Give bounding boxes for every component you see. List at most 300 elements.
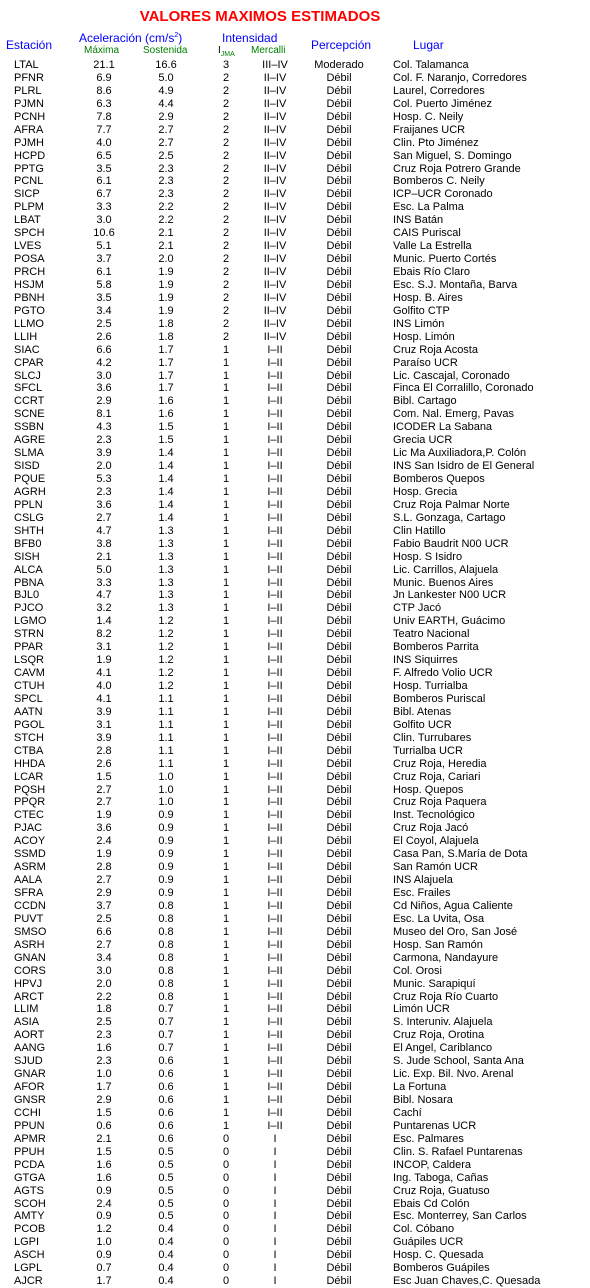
cell-sostenida: 0.8 bbox=[158, 977, 174, 990]
cell-ijma: 1 bbox=[222, 692, 230, 705]
table-row bbox=[0, 1275, 590, 1288]
cell-estacion: PPUH bbox=[14, 1145, 45, 1158]
cell-mercalli: I–II bbox=[267, 1119, 283, 1132]
table-row bbox=[0, 939, 590, 952]
cell-sostenida: 1.9 bbox=[158, 278, 174, 291]
cell-sostenida: 0.9 bbox=[158, 835, 174, 848]
table-row bbox=[0, 1107, 590, 1120]
cell-estacion: PCDA bbox=[14, 1158, 45, 1171]
subheader-ijma bbox=[218, 45, 235, 58]
cell-estacion: PJMH bbox=[14, 136, 44, 149]
cell-maxima: 1.2 bbox=[96, 1223, 112, 1236]
cell-mercalli: I–II bbox=[267, 925, 283, 938]
cell-sostenida: 0.7 bbox=[158, 1003, 174, 1016]
cell-lugar: Fabio Baudrit N00 UCR bbox=[393, 537, 509, 550]
cell-mercalli: II–IV bbox=[263, 97, 287, 110]
table-row bbox=[0, 163, 590, 176]
cell-mercalli: II–IV bbox=[263, 149, 287, 162]
cell-percepcion: Débil bbox=[326, 615, 352, 628]
cell-mercalli: I–II bbox=[267, 628, 283, 641]
cell-maxima: 2.2 bbox=[96, 990, 112, 1003]
cell-ijma: 1 bbox=[222, 770, 230, 783]
cell-lugar: INS San Isidro de El General bbox=[393, 460, 535, 473]
table-row bbox=[0, 395, 590, 408]
cell-ijma: 1 bbox=[222, 421, 230, 434]
cell-maxima: 6.6 bbox=[96, 925, 112, 938]
cell-lugar: Col. Puerto Jiménez bbox=[393, 97, 493, 110]
cell-sostenida: 2.3 bbox=[158, 188, 174, 201]
cell-sostenida: 0.6 bbox=[158, 1055, 174, 1068]
cell-mercalli: I–II bbox=[267, 524, 283, 537]
cell-lugar: Museo del Oro, San José bbox=[393, 925, 518, 938]
cell-percepcion: Débil bbox=[326, 460, 352, 473]
cell-percepcion: Débil bbox=[326, 822, 352, 835]
subheader-mercalli: Mercalli bbox=[251, 45, 286, 56]
cell-ijma: 0 bbox=[222, 1236, 230, 1249]
cell-maxima: 1.5 bbox=[96, 770, 112, 783]
cell-percepcion: Débil bbox=[326, 550, 352, 563]
cell-maxima: 0.6 bbox=[96, 1119, 112, 1132]
cell-ijma: 1 bbox=[222, 460, 230, 473]
cell-lugar: Bomberos Quepos bbox=[393, 473, 485, 485]
cell-lugar: INS Alajuela bbox=[393, 874, 453, 887]
cell-mercalli: II–IV bbox=[263, 240, 287, 253]
cell-estacion: BJL0 bbox=[14, 589, 40, 602]
cell-percepcion: Débil bbox=[326, 589, 352, 602]
cell-lugar: Lic. Carrillos, Alajuela bbox=[393, 563, 499, 576]
table-row bbox=[0, 59, 590, 72]
table-row bbox=[0, 628, 590, 641]
cell-percepcion: Débil bbox=[326, 369, 352, 382]
cell-percepcion: Débil bbox=[326, 848, 352, 861]
cell-lugar: INS Limón bbox=[393, 317, 445, 330]
cell-maxima: 3.9 bbox=[96, 705, 112, 718]
cell-estacion: CCRT bbox=[14, 395, 45, 408]
cell-percepcion: Débil bbox=[326, 1119, 352, 1132]
table-row bbox=[0, 486, 590, 499]
cell-ijma: 1 bbox=[222, 511, 230, 524]
header-estacion: Estación bbox=[6, 38, 53, 52]
cell-mercalli: I–II bbox=[267, 990, 283, 1003]
table-row bbox=[0, 1249, 590, 1262]
cell-mercalli: II–IV bbox=[263, 227, 287, 240]
cell-sostenida: 0.9 bbox=[158, 887, 174, 899]
cell-maxima: 4.0 bbox=[96, 680, 112, 692]
cell-lugar: CAIS Puriscal bbox=[393, 227, 461, 240]
cell-sostenida: 1.9 bbox=[158, 266, 174, 278]
cell-estacion: SJUD bbox=[14, 1055, 43, 1068]
cell-ijma: 0 bbox=[222, 1132, 230, 1145]
cell-sostenida: 16.6 bbox=[155, 59, 177, 71]
cell-estacion: PJMN bbox=[14, 97, 44, 110]
cell-lugar: Hosp. Quepos bbox=[393, 783, 464, 796]
cell-percepcion: Débil bbox=[326, 783, 352, 796]
cell-mercalli: I–II bbox=[267, 382, 283, 395]
cell-sostenida: 1.2 bbox=[158, 615, 174, 628]
table-row bbox=[0, 641, 590, 654]
cell-estacion: LVES bbox=[14, 240, 42, 253]
table-row bbox=[0, 874, 590, 887]
cell-percepcion: Débil bbox=[326, 1249, 352, 1262]
cell-estacion: ASRH bbox=[14, 938, 45, 951]
cell-mercalli: II–IV bbox=[263, 317, 287, 330]
cell-sostenida: 1.3 bbox=[158, 524, 174, 537]
cell-lugar: ICODER La Sabana bbox=[393, 421, 493, 434]
table-row bbox=[0, 305, 590, 318]
cell-estacion: SPCL bbox=[14, 692, 43, 705]
cell-sostenida: 1.4 bbox=[158, 447, 174, 460]
cell-maxima: 2.7 bbox=[96, 938, 112, 951]
cell-estacion: PJAC bbox=[14, 822, 43, 835]
cell-sostenida: 1.7 bbox=[158, 343, 174, 356]
cell-sostenida: 0.5 bbox=[158, 1171, 174, 1184]
cell-percepcion: Débil bbox=[326, 253, 352, 266]
cell-sostenida: 0.8 bbox=[158, 912, 174, 925]
cell-maxima: 1.6 bbox=[96, 1158, 112, 1171]
table-row bbox=[0, 370, 590, 383]
cell-maxima: 5.1 bbox=[96, 240, 112, 253]
cell-lugar: Cruz Roja Paquera bbox=[393, 796, 487, 809]
cell-percepcion: Débil bbox=[326, 266, 352, 278]
cell-estacion: AFRA bbox=[14, 123, 44, 136]
cell-mercalli: II–IV bbox=[263, 123, 287, 136]
cell-sostenida: 2.7 bbox=[158, 123, 174, 136]
cell-mercalli: I bbox=[273, 1275, 277, 1288]
cell-percepcion: Débil bbox=[326, 1158, 352, 1171]
cell-maxima: 2.0 bbox=[96, 460, 112, 473]
cell-estacion: STRN bbox=[14, 628, 44, 641]
cell-mercalli: I bbox=[273, 1171, 277, 1184]
table-row bbox=[0, 952, 590, 965]
cell-lugar: CTP Jacó bbox=[393, 602, 442, 615]
cell-ijma: 1 bbox=[222, 1119, 230, 1132]
cell-sostenida: 1.1 bbox=[158, 744, 174, 757]
cell-mercalli: I–II bbox=[267, 485, 283, 498]
cell-maxima: 2.1 bbox=[96, 1132, 112, 1145]
cell-maxima: 2.7 bbox=[96, 874, 112, 887]
cell-mercalli: I–II bbox=[267, 460, 283, 473]
cell-sostenida: 0.7 bbox=[158, 1016, 174, 1029]
cell-mercalli: I–II bbox=[267, 809, 283, 822]
cell-lugar: Hosp. San Ramón bbox=[393, 938, 483, 951]
cell-sostenida: 0.8 bbox=[158, 925, 174, 938]
table-row bbox=[0, 1172, 590, 1185]
cell-sostenida: 0.5 bbox=[158, 1197, 174, 1210]
cell-sostenida: 1.3 bbox=[158, 589, 174, 602]
cell-estacion: CAVM bbox=[14, 667, 45, 680]
cell-maxima: 3.0 bbox=[96, 369, 112, 382]
cell-lugar: Cruz Roja Jacó bbox=[393, 822, 469, 835]
cell-maxima: 2.7 bbox=[96, 796, 112, 809]
cell-estacion: ASCH bbox=[14, 1249, 45, 1262]
table-row bbox=[0, 382, 590, 395]
cell-mercalli: I–II bbox=[267, 1094, 283, 1106]
cell-maxima: 8.6 bbox=[96, 84, 112, 97]
cell-lugar: Valle La Estrella bbox=[393, 240, 472, 253]
cell-ijma: 1 bbox=[222, 498, 230, 511]
cell-sostenida: 5.0 bbox=[158, 71, 174, 84]
cell-estacion: PCNL bbox=[14, 175, 44, 188]
cell-sostenida: 2.1 bbox=[158, 227, 174, 240]
cell-maxima: 2.4 bbox=[96, 835, 112, 848]
cell-mercalli: I–II bbox=[267, 498, 283, 511]
table-row bbox=[0, 615, 590, 628]
cell-sostenida: 1.1 bbox=[158, 731, 174, 744]
cell-ijma: 1 bbox=[222, 964, 230, 977]
table-row bbox=[0, 279, 590, 292]
table-row bbox=[0, 589, 590, 602]
cell-percepcion: Débil bbox=[326, 71, 352, 84]
cell-maxima: 2.5 bbox=[96, 912, 112, 925]
cell-maxima: 6.1 bbox=[96, 266, 112, 278]
cell-mercalli: II–IV bbox=[263, 266, 287, 278]
cell-mercalli: I–II bbox=[267, 977, 283, 990]
cell-estacion: ALCA bbox=[14, 563, 43, 576]
cell-percepcion: Débil bbox=[326, 1094, 352, 1106]
cell-maxima: 6.9 bbox=[96, 71, 112, 84]
cell-estacion: SSBN bbox=[14, 421, 44, 434]
cell-percepcion: Débil bbox=[326, 874, 352, 887]
cell-percepcion: Débil bbox=[326, 654, 352, 667]
header-aceleracion-close: ) bbox=[178, 31, 183, 45]
cell-estacion: SPCH bbox=[14, 227, 45, 240]
cell-percepcion: Débil bbox=[326, 1275, 352, 1288]
cell-percepcion: Débil bbox=[326, 1055, 352, 1068]
cell-ijma: 1 bbox=[222, 705, 230, 718]
cell-mercalli: I bbox=[273, 1249, 277, 1262]
cell-estacion: SFRA bbox=[14, 887, 44, 899]
cell-ijma: 1 bbox=[222, 473, 230, 485]
data-table bbox=[0, 59, 590, 1288]
cell-sostenida: 1.0 bbox=[158, 796, 174, 809]
cell-percepcion: Débil bbox=[326, 641, 352, 654]
cell-lugar: Cruz Roja, Orotina bbox=[393, 1029, 485, 1042]
cell-estacion: GNAN bbox=[14, 951, 46, 964]
cell-maxima: 1.4 bbox=[96, 615, 112, 628]
cell-estacion: PPTG bbox=[14, 162, 44, 175]
cell-lugar: Col. Orosi bbox=[393, 964, 442, 977]
cell-mercalli: I–II bbox=[267, 1029, 283, 1042]
cell-sostenida: 0.7 bbox=[158, 1042, 174, 1055]
cell-mercalli: I–II bbox=[267, 705, 283, 718]
cell-sostenida: 0.4 bbox=[158, 1223, 174, 1236]
cell-sostenida: 1.4 bbox=[158, 473, 174, 485]
cell-sostenida: 0.6 bbox=[158, 1094, 174, 1106]
cell-lugar: Com. Nal. Emerg, Pavas bbox=[393, 408, 515, 421]
cell-sostenida: 1.4 bbox=[158, 485, 174, 498]
cell-mercalli: I–II bbox=[267, 447, 283, 460]
cell-maxima: 2.6 bbox=[96, 757, 112, 770]
cell-lugar: Esc. La Uvita, Osa bbox=[393, 912, 485, 925]
cell-maxima: 0.9 bbox=[96, 1210, 112, 1223]
cell-lugar: Munic. Buenos Aires bbox=[393, 576, 494, 589]
cell-mercalli: I–II bbox=[267, 408, 283, 421]
cell-percepcion: Débil bbox=[326, 680, 352, 692]
cell-percepcion: Débil bbox=[326, 149, 352, 162]
cell-sostenida: 1.4 bbox=[158, 511, 174, 524]
cell-ijma: 1 bbox=[222, 809, 230, 822]
cell-percepcion: Débil bbox=[326, 667, 352, 680]
cell-estacion: PQSH bbox=[14, 783, 46, 796]
cell-lugar: Inst. Tecnológico bbox=[393, 809, 475, 822]
cell-mercalli: I–II bbox=[267, 1081, 283, 1094]
cell-lugar: Ing. Taboga, Cañas bbox=[393, 1171, 489, 1184]
cell-lugar: Bibl. Nosara bbox=[393, 1094, 453, 1106]
cell-mercalli: I–II bbox=[267, 576, 283, 589]
cell-mercalli: I–II bbox=[267, 1016, 283, 1029]
table-row bbox=[0, 784, 590, 797]
cell-mercalli: I–II bbox=[267, 744, 283, 757]
cell-ijma: 2 bbox=[222, 188, 230, 201]
cell-estacion: PFNR bbox=[14, 71, 44, 84]
cell-lugar: INS Batán bbox=[393, 214, 444, 227]
cell-mercalli: I–II bbox=[267, 848, 283, 861]
cell-percepcion: Débil bbox=[326, 1184, 352, 1197]
cell-percepcion: Débil bbox=[326, 925, 352, 938]
cell-lugar: Clin. Turrubares bbox=[393, 731, 472, 744]
cell-maxima: 2.0 bbox=[96, 977, 112, 990]
cell-estacion: AFOR bbox=[14, 1081, 45, 1094]
cell-percepcion: Débil bbox=[326, 498, 352, 511]
cell-lugar: Hosp. Grecia bbox=[393, 485, 458, 498]
cell-sostenida: 2.9 bbox=[158, 110, 174, 123]
cell-mercalli: I bbox=[273, 1184, 277, 1197]
cell-lugar: La Fortuna bbox=[393, 1081, 447, 1094]
cell-maxima: 3.7 bbox=[96, 899, 112, 912]
cell-sostenida: 1.1 bbox=[158, 718, 174, 731]
cell-maxima: 21.1 bbox=[93, 59, 115, 71]
cell-mercalli: II–IV bbox=[263, 110, 287, 123]
cell-lugar: Hosp. Limón bbox=[393, 330, 455, 343]
cell-maxima: 0.7 bbox=[96, 1262, 112, 1275]
cell-ijma: 0 bbox=[222, 1184, 230, 1197]
table-row bbox=[0, 1016, 590, 1029]
cell-estacion: ASRM bbox=[14, 861, 46, 874]
cell-estacion: PPLN bbox=[14, 498, 43, 511]
cell-percepcion: Débil bbox=[326, 757, 352, 770]
cell-maxima: 1.8 bbox=[96, 1003, 112, 1016]
cell-lugar: Casa Pan, S.María de Dota bbox=[393, 848, 528, 861]
cell-ijma: 1 bbox=[222, 1068, 230, 1081]
cell-percepcion: Débil bbox=[326, 576, 352, 589]
cell-lugar: Fraijanes UCR bbox=[393, 123, 466, 136]
cell-mercalli: I–II bbox=[267, 680, 283, 692]
cell-maxima: 1.6 bbox=[96, 1171, 112, 1184]
table-row bbox=[0, 434, 590, 447]
cell-ijma: 1 bbox=[222, 1016, 230, 1029]
cell-sostenida: 0.8 bbox=[158, 938, 174, 951]
cell-mercalli: I–II bbox=[267, 770, 283, 783]
cell-ijma: 1 bbox=[222, 718, 230, 731]
cell-maxima: 2.9 bbox=[96, 395, 112, 408]
cell-estacion: LGMO bbox=[14, 615, 47, 628]
cell-mercalli: I–II bbox=[267, 641, 283, 654]
cell-estacion: LTAL bbox=[14, 59, 39, 71]
cell-ijma: 1 bbox=[222, 408, 230, 421]
header-percepcion: Percepción bbox=[311, 38, 372, 52]
table-row bbox=[0, 667, 590, 680]
cell-percepcion: Débil bbox=[326, 899, 352, 912]
cell-ijma: 1 bbox=[222, 1042, 230, 1055]
cell-sostenida: 1.4 bbox=[158, 498, 174, 511]
cell-mercalli: I–II bbox=[267, 1068, 283, 1081]
cell-lugar: ICP–UCR Coronado bbox=[393, 188, 493, 201]
table-row bbox=[0, 525, 590, 538]
cell-estacion: SHTH bbox=[14, 524, 44, 537]
cell-ijma: 1 bbox=[222, 951, 230, 964]
cell-ijma: 1 bbox=[222, 667, 230, 680]
cell-percepcion: Débil bbox=[326, 1068, 352, 1081]
table-row bbox=[0, 1068, 590, 1081]
cell-mercalli: I–II bbox=[267, 822, 283, 835]
cell-estacion: CPAR bbox=[14, 356, 44, 369]
table-row bbox=[0, 85, 590, 98]
cell-maxima: 2.9 bbox=[96, 887, 112, 899]
cell-percepcion: Débil bbox=[326, 770, 352, 783]
table-row bbox=[0, 693, 590, 706]
table-row bbox=[0, 538, 590, 551]
cell-estacion: LLIM bbox=[14, 1003, 39, 1016]
cell-ijma: 1 bbox=[222, 602, 230, 615]
cell-lugar: S.L. Gonzaga, Cartago bbox=[393, 511, 506, 524]
cell-percepcion: Débil bbox=[326, 511, 352, 524]
cell-percepcion: Débil bbox=[326, 1042, 352, 1055]
cell-sostenida: 0.4 bbox=[158, 1236, 174, 1249]
cell-percepcion: Débil bbox=[326, 887, 352, 899]
cell-percepcion: Débil bbox=[326, 382, 352, 395]
cell-sostenida: 1.2 bbox=[158, 628, 174, 641]
subheader-sostenida: Sostenida bbox=[143, 45, 188, 56]
cell-ijma: 1 bbox=[222, 783, 230, 796]
cell-maxima: 0.9 bbox=[96, 1249, 112, 1262]
table-row bbox=[0, 577, 590, 590]
cell-mercalli: II–IV bbox=[263, 278, 287, 291]
cell-sostenida: 1.1 bbox=[158, 705, 174, 718]
table-row bbox=[0, 1262, 590, 1275]
cell-ijma: 1 bbox=[222, 861, 230, 874]
cell-estacion: AALA bbox=[14, 874, 43, 887]
table-row bbox=[0, 1120, 590, 1133]
cell-lugar: Cruz Roja Río Cuarto bbox=[393, 990, 499, 1003]
cell-percepcion: Débil bbox=[326, 537, 352, 550]
cell-mercalli: I–II bbox=[267, 537, 283, 550]
cell-maxima: 4.7 bbox=[96, 524, 112, 537]
cell-estacion: HHDA bbox=[14, 757, 46, 770]
cell-percepcion: Débil bbox=[326, 1132, 352, 1145]
table-row bbox=[0, 796, 590, 809]
cell-estacion: PRCH bbox=[14, 266, 46, 278]
cell-mercalli: I–II bbox=[267, 692, 283, 705]
cell-maxima: 2.9 bbox=[96, 1094, 112, 1106]
cell-mercalli: I–II bbox=[267, 434, 283, 447]
cell-ijma: 1 bbox=[222, 395, 230, 408]
cell-percepcion: Débil bbox=[326, 162, 352, 175]
cell-mercalli: I bbox=[273, 1223, 277, 1236]
cell-mercalli: I–II bbox=[267, 783, 283, 796]
cell-ijma: 1 bbox=[222, 369, 230, 382]
table-row bbox=[0, 150, 590, 163]
cell-mercalli: II–IV bbox=[263, 253, 287, 266]
cell-ijma: 1 bbox=[222, 680, 230, 692]
cell-lugar: Munic. Sarapiquí bbox=[393, 977, 476, 990]
cell-mercalli: I–II bbox=[267, 421, 283, 434]
table-row bbox=[0, 1198, 590, 1211]
cell-ijma: 0 bbox=[222, 1262, 230, 1275]
table-row bbox=[0, 926, 590, 939]
cell-maxima: 6.3 bbox=[96, 97, 112, 110]
cell-ijma: 2 bbox=[222, 278, 230, 291]
cell-maxima: 2.1 bbox=[96, 550, 112, 563]
